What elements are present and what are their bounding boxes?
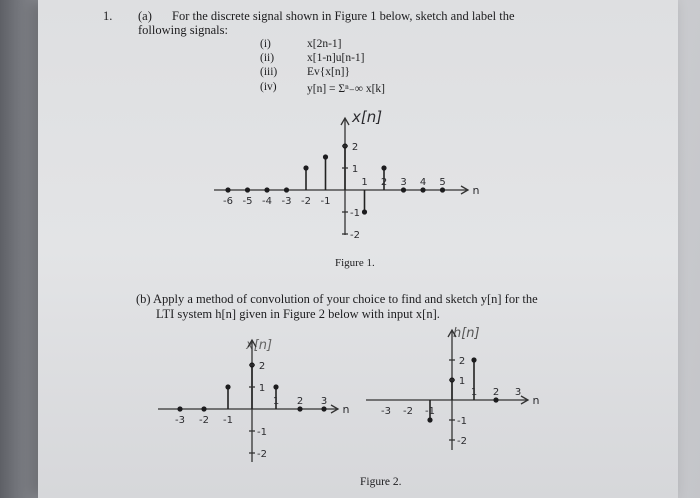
fig2-left-axis-var: n — [342, 403, 350, 416]
fig2-right-xlabel--3: -3 — [381, 406, 391, 417]
item-expr-4: y[n] = Σⁿ₋∞ x[k] — [307, 83, 386, 95]
part-a-line1: For the discrete signal shown in Figure 1 below, sketch and label the — [172, 9, 515, 23]
fig1-xlabel--4: -4 — [262, 196, 272, 207]
part-b-line1: (b) Apply a method of convolution of your choice to find and sketch y[n] for the — [136, 292, 538, 306]
item-roman-3: (iii) — [260, 66, 278, 78]
figure1-title: x[n] — [352, 108, 383, 126]
figure2-left-title: x[n] — [246, 338, 273, 353]
fig2-left-sample-n-3 — [177, 406, 182, 411]
fig2-right-xlabel-2: 2 — [492, 387, 500, 398]
fig1-xlabel-2: 2 — [380, 177, 388, 188]
fig1-xlabel--5: -5 — [242, 196, 253, 207]
fig2-left-sample-n2 — [297, 406, 302, 411]
item-expr-3: Ev{x[n]} — [307, 66, 350, 78]
item-roman-1: (i) — [260, 38, 271, 50]
part-a-label: (a) — [138, 9, 152, 23]
fig1-xlabel-1: 1 — [361, 177, 368, 188]
fig2-right-axis-var: n — [532, 394, 540, 407]
fig2-left-ylabel--1: -1 — [257, 427, 267, 438]
fig2-right-ylabel-2: 2 — [458, 356, 466, 367]
fig1-ylabel-1: 1 — [351, 164, 359, 175]
fig2-left-xlabel--3: -3 — [175, 415, 185, 426]
fig2-left-xlabel-1: 1 — [272, 396, 280, 407]
fig2-right-sample-n-1 — [427, 417, 432, 422]
fig2-left-xlabel--2: -2 — [199, 415, 209, 426]
fig1-ylabel--1: -1 — [350, 208, 360, 219]
figure2-right-title: h[n] — [453, 326, 480, 341]
fig2-right-sample-n2 — [493, 397, 498, 402]
fig1-xlabel--2: -2 — [301, 196, 311, 207]
item-roman-4: (iv) — [260, 81, 277, 93]
figure1-caption: Figure 1. — [335, 257, 375, 269]
fig1-xlabel--6: -6 — [223, 196, 233, 207]
item-expr-2: x[1-n]u[n-1] — [307, 52, 365, 64]
fig2-left-ylabel-1: 1 — [258, 383, 266, 394]
fig2-right-ylabel-1: 1 — [458, 376, 466, 387]
item-roman-2: (ii) — [260, 52, 275, 64]
fig2-left-sample-n-2 — [201, 406, 206, 411]
fig2-left-xlabel--1: -1 — [223, 415, 233, 426]
problem-number: 1. — [103, 9, 113, 23]
part-a-line2: following signals: — [138, 23, 228, 37]
fig2-right-xlabel--1: -1 — [425, 406, 435, 417]
fig1-xlabel-3: 3 — [400, 177, 407, 188]
fig2-left-ylabel--2: -2 — [257, 449, 267, 460]
fig1-xlabel-5: 5 — [439, 177, 446, 188]
fig2-right-xlabel-1: 1 — [470, 387, 478, 398]
fig2-right-xlabel-3: 3 — [514, 387, 522, 398]
fig1-xlabel-4: 4 — [419, 177, 427, 188]
fig2-left-ylabel-2: 2 — [258, 361, 266, 372]
fig1-ylabel-2: 2 — [351, 142, 359, 153]
fig1-ylabel--2: -2 — [350, 230, 360, 241]
fig1-xlabel--3: -3 — [281, 196, 292, 207]
fig2-left-sample-n-1 — [225, 384, 230, 389]
fig1-xlabel--1: -1 — [320, 196, 331, 207]
fig2-right-sample-n1 — [471, 357, 476, 362]
fig1-axis-var: n — [472, 184, 480, 197]
fig2-right-xlabel--2: -2 — [403, 406, 413, 417]
item-expr-1: x[2n-1] — [307, 38, 342, 50]
fig2-left-xlabel-2: 2 — [296, 396, 304, 407]
fig2-right-ylabel--1: -1 — [457, 416, 467, 427]
fig2-left-sample-n1 — [273, 384, 278, 389]
fig2-left-sample-n3 — [321, 406, 326, 411]
figure2-caption: Figure 2. — [360, 476, 402, 488]
fig2-left-xlabel-3: 3 — [320, 396, 328, 407]
part-b-line2: LTI system h[n] given in Figure 2 below with input x[n]. — [156, 307, 440, 321]
fig2-right-ylabel--2: -2 — [457, 436, 467, 447]
